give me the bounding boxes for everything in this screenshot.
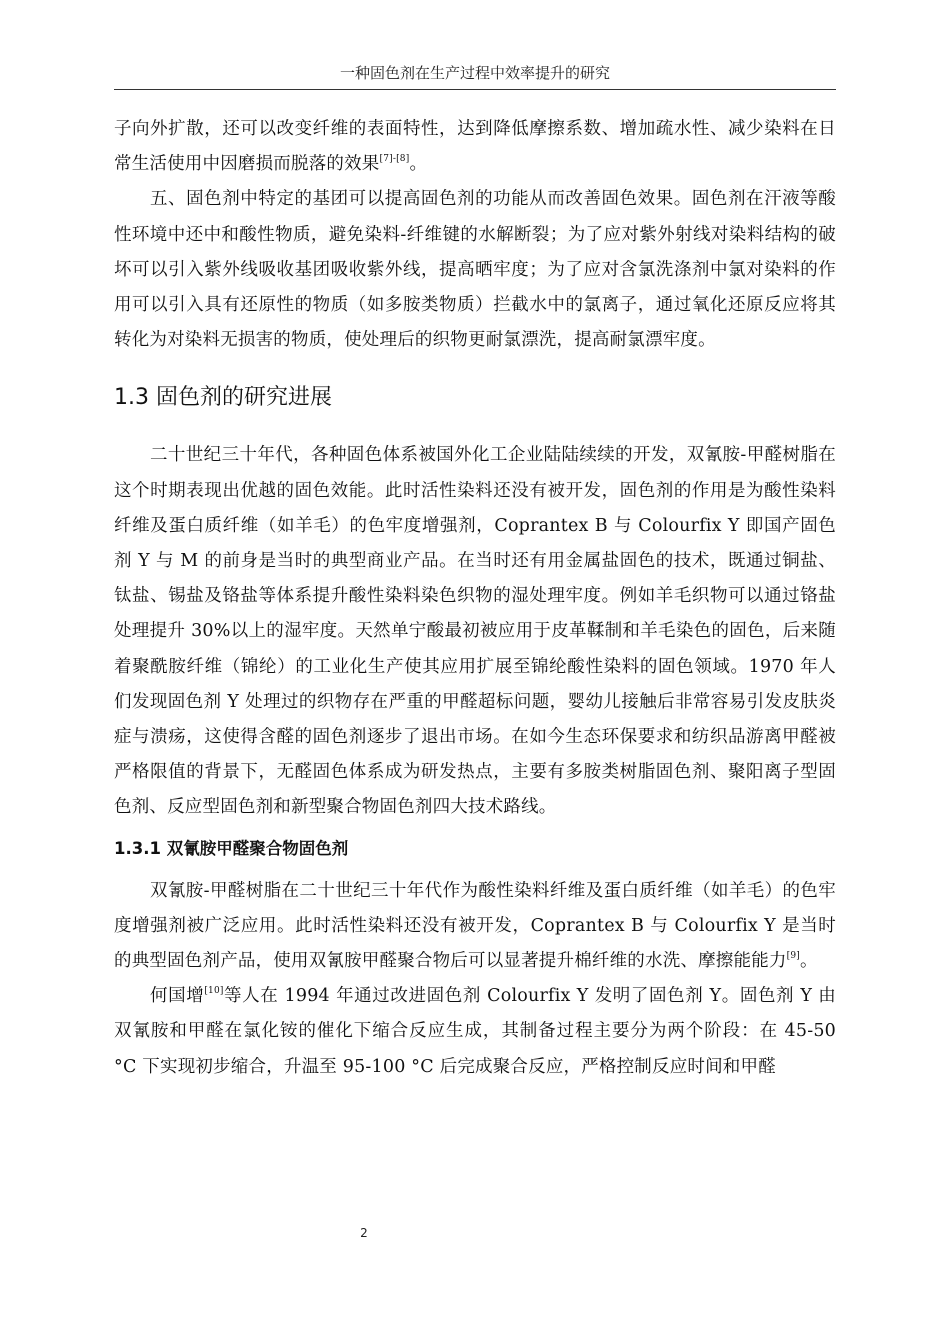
page-body — [114, 112, 836, 1085]
paragraph-point-five: 五、固色剂中特定的基团可以提高固色剂的功能从而改善固色效果。固色剂在汗液等酸性环境中还中和酸性物质，避免染料-纤维键的水解断裂；为了应对紫外射线对染料结构的破坏可以引入紫外线吸收基团吸收紫外线，提高晒牢度；为了应对含氯洗涤剂中氯对染料的作用可以引入具有还原性的物质（如多胺类物质）拦截水中的氯离子，通过氧化还原反应将其转化为对染料无损害的物质，使处理后的织物更耐氯漂洗，提高耐氯漂牢度。 — [114, 189, 836, 351]
citation: [10] — [204, 986, 224, 997]
paragraph-end: 。 — [409, 154, 428, 175]
paragraph-dicyandiamide — [114, 874, 836, 980]
citation: [7]-[8] — [379, 154, 410, 165]
section-heading: 1.3 固色剂的研究进展 — [114, 385, 332, 411]
author-name: 何国增 — [150, 986, 205, 1007]
paragraph-text: 等人在 1994 年通过改进固色剂 Colourfix Y 发明了固色剂 Y。固色剂 Y 由双氰胺和甲醛在氯化铵的催化下缩合反应生成，其制备过程主要分为两个阶段：在 45-50 °C 下实现初步缩合，升温至 95-100 °C 后完成聚合反应，严格控制反应时间和甲醛 — [114, 986, 836, 1077]
paragraph-text: 双氰胺-甲醛树脂在二十世纪三十年代作为酸性染料纤维及蛋白质纤维（如羊毛）的色牢度增强剂被广泛应用。此时活性染料还没有被开发，Coprantex B 与 Colourfix Y 是当时的典型固色剂产品，使用双氰胺甲醛聚合物后可以显著提升棉纤维的水洗、摩擦能能力 — [114, 880, 836, 972]
paragraph-end: 。 — [799, 951, 818, 972]
paragraph-history: 二十世纪三十年代，各种固色体系被国外化工企业陆陆续续的开发，双氰胺-甲醛树脂在这个时期表现出优越的固色效能。此时活性染料还没有被开发，固色剂的作用是为酸性染料纤维及蛋白质纤维（如羊毛）的色牢度增强剂，Coprantex B 与 Colourfix Y 即国产固色剂 Y 与 M 的前身是当时的典型商业产品。在当时还有用金属盐固色的技术，既通过铜盐、钛盐、锡盐及铬盐等体系提升酸性染料染色织物的湿处理牢度。例如羊毛织物可以通过铬盐处理提升 30%以上的湿牢度。天然单宁酸最初被应用于皮革鞣制和羊毛染色的固色，后来随着聚酰胺纤维（锦纶）的工业化生产使其应用扩展至锦纶酸性染料的固色领域。1970 年人们发现固色剂 Y 处理过的织物存在严重的甲醛超标问题，婴幼儿接触后非常容易引发皮肤炎症与溃疡，这使得含醛的固色剂逐步了退出市场。在如今生态环保要求和纺织品游离甲醛被严格限值的背景下，无醛固色体系成为研发热点，主要有多胺类树脂固色剂、聚阳离子型固色剂、反应型固色剂和新型聚合物固色剂四大技术路线。 — [114, 445, 836, 818]
paragraph-continued — [114, 112, 836, 182]
page-number: 2 — [360, 1226, 368, 1240]
paragraph-fixing-agent-y — [114, 979, 836, 1085]
subsection-heading: 1.3.1 双氰胺甲醛聚合物固色剂 — [114, 838, 349, 858]
running-header: 一种固色剂在生产过程中效率提升的研究 — [339, 64, 610, 82]
paragraph-text: 子向外扩散，还可以改变纤维的表面特性，达到降低摩擦系数、增加疏水性、减少染料在日常生活使用中因磨损而脱落的效果 — [114, 119, 836, 175]
header-rule — [114, 89, 836, 90]
citation: [9] — [786, 951, 800, 962]
